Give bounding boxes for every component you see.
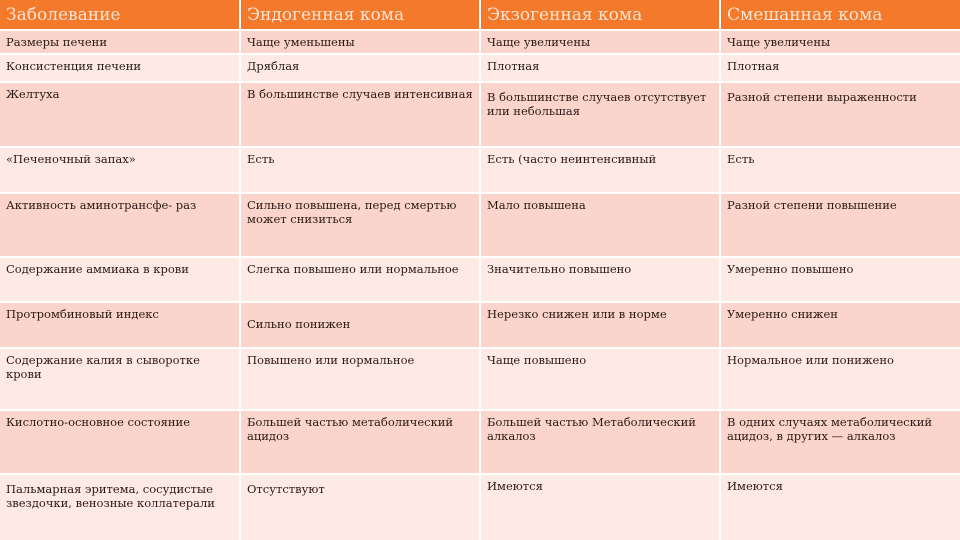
table-cell: Отсутствуют [241, 475, 479, 540]
table-cell: В большинстве случаев отсутствует или небольшая [481, 83, 719, 146]
table-cell: Размеры печени [0, 31, 239, 53]
header-mixed: Смешанная кома [721, 0, 960, 29]
table-cell: Плотная [721, 55, 960, 81]
table-cell: Чаще увеличены [481, 31, 719, 53]
table-cell: Имеются [481, 475, 719, 540]
table-cell: Консистенция печени [0, 55, 239, 81]
table-cell: Есть (часто неинтенсивный [481, 148, 719, 192]
header-exogenous: Экзогенная кома [481, 0, 719, 29]
table-cell: Нормальное или понижено [721, 349, 960, 409]
table-cell: Кислотно-основное состояние [0, 411, 239, 473]
table-cell: «Печеночный запах» [0, 148, 239, 192]
table-cell: Разной степени повышение [721, 194, 960, 256]
table-cell: Сильно повышена, перед смертью может снизиться [241, 194, 479, 256]
table-cell: Чаще увеличены [721, 31, 960, 53]
table-cell: Чаще уменьшены [241, 31, 479, 53]
table-cell: Есть [241, 148, 479, 192]
table-cell: Разной степени выраженности [721, 83, 960, 146]
table-cell: Содержание калия в сыворотке крови [0, 349, 239, 409]
table-cell: Протромбиновый индекс [0, 303, 239, 347]
table-cell: Большей частью Метаболический алкалоз [481, 411, 719, 473]
table-cell: В одних случаях метаболический ацидоз, в других — алкалоз [721, 411, 960, 473]
table-cell: Мало повышена [481, 194, 719, 256]
table-cell: В большинстве случаев интенсивная [241, 83, 479, 146]
table-cell: Чаще повышено [481, 349, 719, 409]
table-cell: Слегка повышено или нормальное [241, 258, 479, 301]
table-cell: Сильно понижен [241, 303, 479, 347]
table-cell: Умеренно снижен [721, 303, 960, 347]
table-cell: Нерезко снижен или в норме [481, 303, 719, 347]
table-cell: Умеренно повышено [721, 258, 960, 301]
header-endogenous: Эндогенная кома [241, 0, 479, 29]
table-cell: Дряблая [241, 55, 479, 81]
table-cell: Имеются [721, 475, 960, 540]
table-cell: Активность аминотрансфе- раз [0, 194, 239, 256]
header-disease: Заболевание [0, 0, 239, 29]
table-cell: Содержание аммиака в крови [0, 258, 239, 301]
table-cell: Повышено или нормальное [241, 349, 479, 409]
table-cell: Большей частью метаболический ацидоз [241, 411, 479, 473]
table-cell: Значительно повышено [481, 258, 719, 301]
table-cell: Есть [721, 148, 960, 192]
table-cell: Желтуха [0, 83, 239, 146]
table-cell: Плотная [481, 55, 719, 81]
table-cell: Пальмарная эритема, сосудистые звездочки, венозные коллатерали [0, 475, 239, 540]
